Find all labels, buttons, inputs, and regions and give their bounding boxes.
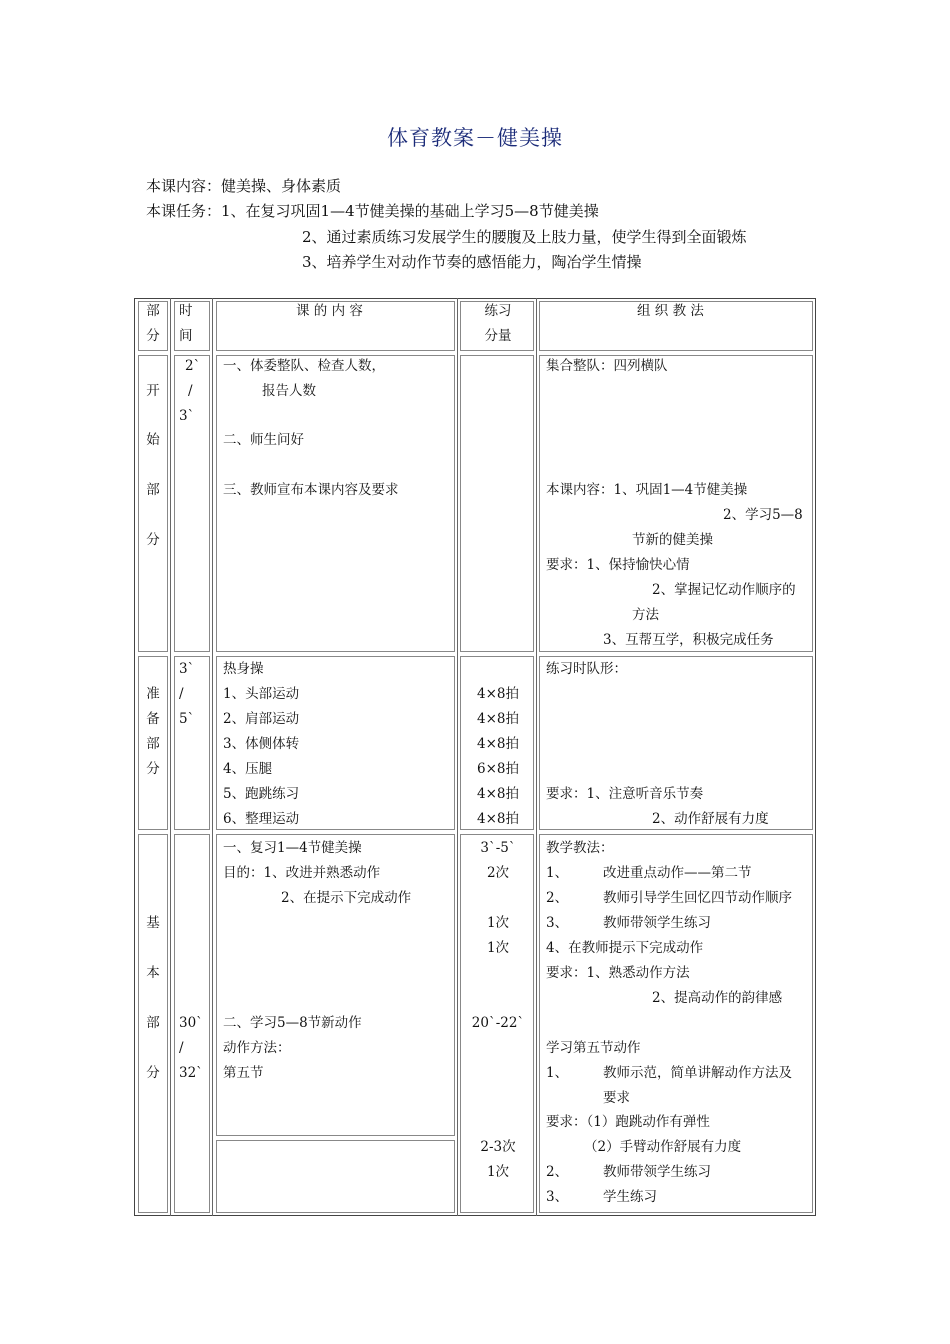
method-line: 教师引导学生回忆四节动作顺序 (603, 890, 792, 906)
time-value: / (179, 686, 184, 702)
lesson-task-2: 2、通过素质练习发展学生的腰腹及上肢力量，使学生得到全面锻炼 (302, 228, 747, 246)
content-line: 目的：1、改进并熟悉动作 (223, 865, 381, 881)
time-value: 5` (179, 711, 195, 727)
method-line: 3、 (546, 1189, 569, 1205)
method-line: 要求：1、注意听音乐节奏 (546, 786, 704, 802)
part-char: 准 (146, 686, 160, 702)
amount-value: 4×8拍 (477, 686, 519, 702)
content-line: 一、体委整队、检查人数， (223, 358, 385, 374)
content-line: 报告人数 (262, 383, 316, 399)
method-line: 2、提高动作的韵律感 (652, 990, 783, 1006)
amount-value: 6×8拍 (477, 761, 519, 777)
header-amount: 练习 (484, 303, 512, 319)
content-line: 3、体侧体转 (223, 736, 300, 752)
time-value: 3` (179, 408, 195, 424)
time-value: / (179, 1040, 184, 1056)
content-line: 1、头部运动 (223, 686, 300, 702)
time-value: 32` (179, 1065, 203, 1081)
column-divider (212, 298, 213, 1216)
content-line: 第五节 (223, 1065, 264, 1081)
lesson-task-3: 3、培养学生对动作节奏的感悟能力，陶冶学生情操 (302, 253, 642, 271)
time-value: 30` (179, 1015, 203, 1031)
method-line: 要求 (603, 1090, 630, 1106)
content-line: 三、教师宣布本课内容及要求 (223, 482, 399, 498)
method-line: 本课内容：1、巩固1—4节健美操 (546, 482, 748, 498)
header-part: 分 (146, 328, 160, 344)
method-line: 要求：1、熟悉动作方法 (546, 965, 690, 981)
method-line: 节新的健美操 (632, 532, 713, 548)
lesson-content: 本课内容：健美操、身体素质 (146, 177, 342, 195)
method-line: 3、互帮互学，积极完成任务 (603, 632, 774, 648)
lesson-task-1: 本课任务：1、在复习巩固1—4节健美操的基础上学习5—8节健美操 (146, 202, 599, 220)
part-char: 基 (146, 915, 160, 931)
part-char: 部 (146, 1015, 160, 1031)
header-part: 部 (146, 303, 160, 319)
content-line: 2、在提示下完成动作 (281, 890, 412, 906)
time-value: 3` (179, 661, 195, 677)
method-line: 方法 (632, 607, 659, 623)
content-line: 6、整理运动 (223, 811, 300, 827)
content-line: 二、师生问好 (223, 432, 304, 448)
header-time: 间 (179, 328, 193, 344)
method-line: 4、在教师提示下完成动作 (546, 940, 704, 956)
part-char: 分 (146, 1065, 160, 1081)
method-line: 教师示范，简单讲解动作方法及 (603, 1065, 792, 1081)
amount-value: 2-3次 (480, 1139, 516, 1155)
method-line: 教师带领学生练习 (603, 1164, 711, 1180)
amount-value: 4×8拍 (477, 811, 519, 827)
time-value: 2` (185, 358, 201, 374)
method-line: 3、 (546, 915, 569, 931)
amount-value: 4×8拍 (477, 736, 519, 752)
part-char: 本 (146, 965, 160, 981)
method-line: 2、 (546, 1164, 569, 1180)
part-char: 分 (146, 761, 160, 777)
amount-value: 1次 (486, 1164, 510, 1180)
content-line: 热身操 (223, 661, 264, 677)
part-char: 分 (146, 532, 160, 548)
part-char: 备 (146, 711, 160, 727)
content-line: 2、肩部运动 (223, 711, 300, 727)
method-line: 要求：（1）跑跳动作有弹性 (546, 1114, 710, 1130)
header-time: 时 (179, 303, 193, 319)
method-line: 要求：1、保持愉快心情 (546, 557, 690, 573)
content-line: 二、学习5—8节新动作 (223, 1015, 362, 1031)
part-char: 开 (146, 383, 160, 399)
part-char: 始 (146, 432, 160, 448)
method-line: 2、学习5—8 (723, 507, 803, 523)
column-divider (536, 298, 537, 1216)
content-line: 动作方法： (223, 1040, 291, 1056)
time-value: / (188, 383, 193, 399)
method-line: （2）手臂动作舒展有力度 (584, 1139, 742, 1155)
part-char: 部 (146, 736, 160, 752)
method-line: 2、 (546, 890, 569, 906)
method-line: 2、动作舒展有力度 (652, 811, 769, 827)
content-line: 5、跑跳练习 (223, 786, 300, 802)
amount-value: 2次 (486, 865, 510, 881)
method-line: 教师带领学生练习 (603, 915, 711, 931)
amount-value: 3`-5` (480, 840, 516, 856)
method-line: 教学教法： (546, 840, 614, 856)
method-line: 学习第五节动作 (546, 1040, 641, 1056)
header-amount: 分量 (484, 328, 512, 344)
header-content: 课 的 内 容 (296, 303, 363, 319)
amount-value: 20`-22` (471, 1015, 525, 1031)
amount-value: 1次 (486, 940, 510, 956)
method-line: 改进重点动作——第二节 (603, 865, 752, 881)
column-divider (457, 298, 458, 1216)
method-line: 1、 (546, 1065, 569, 1081)
method-line: 2、掌握记忆动作顺序的 (652, 582, 796, 598)
amount-value: 4×8拍 (477, 786, 519, 802)
method-line: 集合整队：四列横队 (546, 358, 668, 374)
amount-value: 1次 (486, 915, 510, 931)
amount-value: 4×8拍 (477, 711, 519, 727)
header-method: 组 织 教 法 (637, 303, 704, 319)
column-divider (170, 298, 171, 1216)
content-line: 一、复习1—4节健美操 (223, 840, 362, 856)
page-title: 体育教案－健美操 (387, 126, 563, 150)
method-line: 1、 (546, 865, 569, 881)
part-char: 部 (146, 482, 160, 498)
method-line: 练习时队形： (546, 661, 627, 677)
content-line: 4、压腿 (223, 761, 273, 777)
method-line: 学生练习 (603, 1189, 657, 1205)
